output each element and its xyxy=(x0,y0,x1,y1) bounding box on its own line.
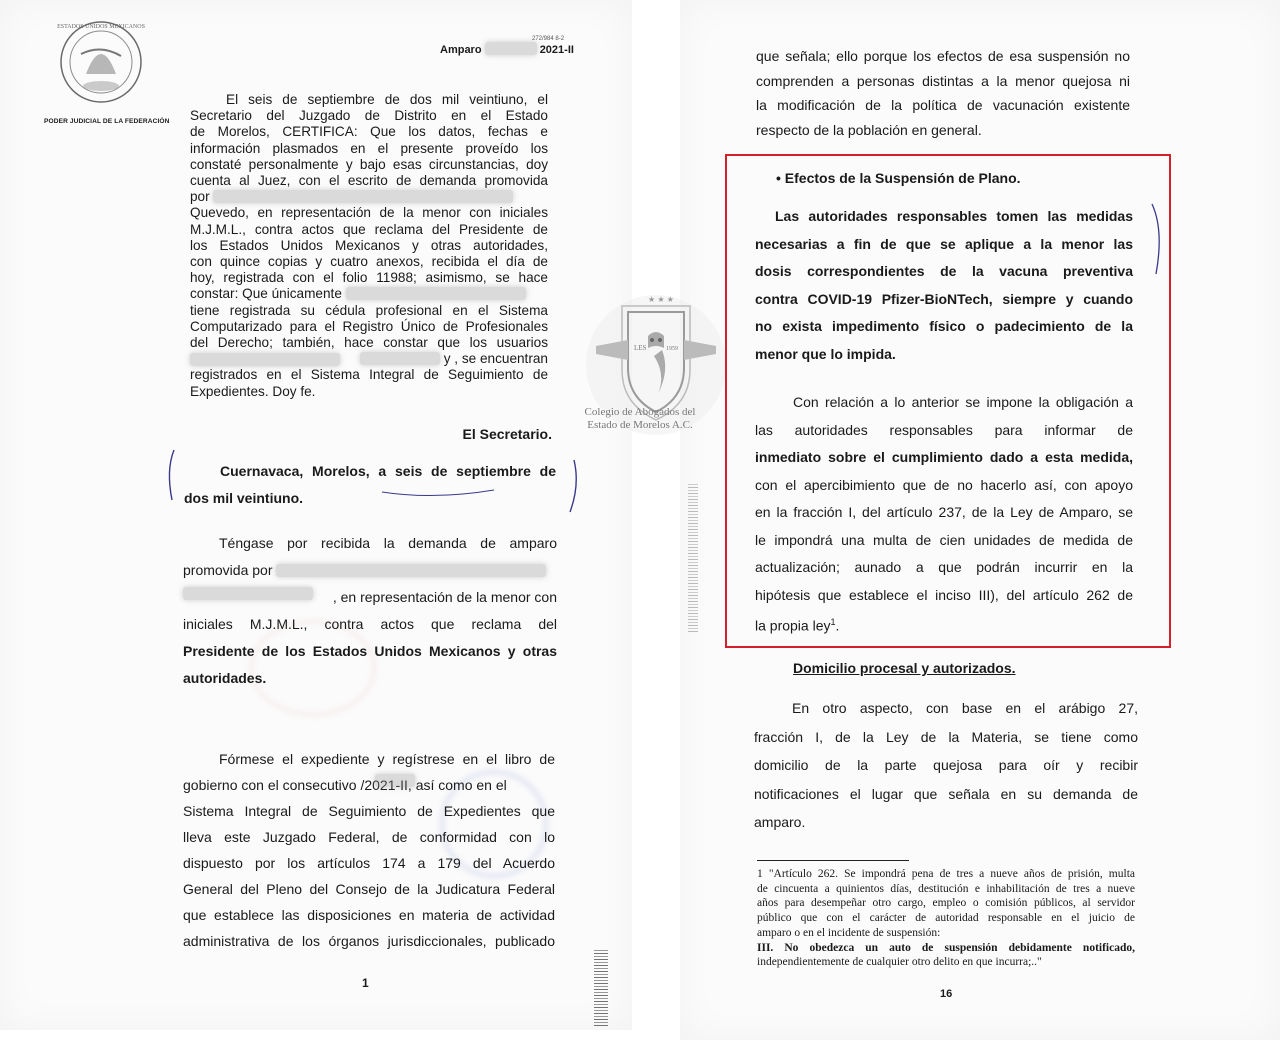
cert-line: Computarizado para el Registro Único de Profesionales xyxy=(190,318,548,334)
formese-line: General del Pleno del Consejo de la Judicatura Federal xyxy=(183,881,555,897)
cuernavaca-line: dos mil veintiuno. xyxy=(184,490,304,506)
cert-line: constaté personalmente y bajo esas circunstancias, doy xyxy=(190,156,548,172)
bar-association-name xyxy=(572,406,708,432)
cert-line: información plasmados en el presente proveído los xyxy=(190,140,548,156)
handwritten-mark xyxy=(1148,200,1168,280)
tengase-line: autoridades. xyxy=(183,670,267,686)
domicilio-paragraph xyxy=(754,694,1138,837)
relacion-line: la propia ley$^1$. xyxy=(755,617,840,634)
redacted-name xyxy=(213,190,513,203)
autoridades-line: necesarias a fin de que se aplique a la menor las xyxy=(755,235,1133,252)
cert-line: los Estados Unidos Mexicanos y otras autoridades, xyxy=(190,237,548,253)
intro-line: que señala; ello porque los efectos de esa suspensión no xyxy=(756,48,1130,64)
relacion-paragraph xyxy=(755,389,1133,640)
relacion-line: inmediato sobre el cumplimiento dado a esta medida, xyxy=(755,449,1133,465)
formese-line: Fórmese el expediente y regístrese en el libro de xyxy=(219,751,555,767)
cuernavaca-line: Cuernavaca, Morelos, a seis de septiembre de xyxy=(220,463,556,479)
tengase-line: Téngase por recibida la demanda de amparo xyxy=(219,535,557,551)
redacted-number xyxy=(375,774,415,787)
relacion-line: Con relación a lo anterior se impone la obligación a xyxy=(793,394,1133,410)
secretary-label: El Secretario. xyxy=(462,426,552,442)
domicilio-line: notificaciones el lugar que señala en su demanda de xyxy=(754,785,1138,802)
autoridades-line: contra COVID-19 Pfizer-BioNTech, siempre y cuando xyxy=(755,290,1133,307)
footnote-line: años para desempeñar otro cargo, empleo o comisión públicos, al servidor xyxy=(757,897,1135,910)
formese-paragraph xyxy=(183,746,555,954)
domicilio-line: amparo. xyxy=(754,814,806,830)
footnote-line: público que con el carácter de autoridad responsable en el juicio de xyxy=(757,912,1135,925)
autoridades-line: Las autoridades responsables tomen las medidas xyxy=(775,208,1133,224)
intro-line: respecto de la población en general. xyxy=(756,121,982,138)
cuernavaca-paragraph xyxy=(184,458,556,512)
footnote-line: 1 "Artículo 262. Se impondrá pena de tres a nueve años de prisión, multa xyxy=(757,868,1135,880)
relacion-line: en la fracción I, del artículo 237, de la Ley de Amparo, se xyxy=(755,504,1133,520)
bar-association-line: Estado de Morelos A.C. xyxy=(587,419,693,431)
redacted-case-number xyxy=(485,42,537,55)
cert-line: Secretario del Juzgado de Distrito en el Estado xyxy=(190,108,548,124)
tengase-line: Presidente de los Estados Unidos Mexicanos y otras xyxy=(183,643,557,659)
side-barcode xyxy=(688,482,698,632)
formese-line: que establece las disposiciones en materia de actividad xyxy=(183,907,555,923)
bar-association-line: Colegio de Abogados del xyxy=(584,406,696,418)
relacion-line: con el apercibimiento que de no hacerlo así, con apoyo xyxy=(755,476,1133,493)
relacion-line: actualización; aunado a que podrán incurrir en la xyxy=(755,559,1133,575)
cert-line: por xyxy=(190,189,548,205)
cert-line: tiene registrada su cédula profesional en el Sistema xyxy=(190,302,548,318)
side-barcode xyxy=(594,950,608,1026)
seal-icon xyxy=(56,14,146,114)
redacted-name xyxy=(276,564,546,577)
page-number: 16 xyxy=(940,988,953,1000)
redacted-name xyxy=(183,587,313,600)
footnote-line: amparo o en el incidente de suspensión: xyxy=(757,926,941,939)
institution-name: PODER JUDICIAL DE LA FEDERACIÓN xyxy=(44,118,170,125)
intro-line: comprenden a personas distintas a la menor quejosa ni xyxy=(756,72,1130,89)
efectos-heading-text: Efectos de la Suspensión de Plano. xyxy=(784,170,1021,186)
footnote-line: independientemente de cualquier otro delito en que incurra;.." xyxy=(757,956,1042,969)
case-number: Amparo 2021-II xyxy=(440,44,574,56)
redacted-username xyxy=(360,352,440,365)
cert-line: cuenta al Juez, con el escrito de demanda promovida xyxy=(190,173,548,189)
tengase-line: iniciales M.J.M.L., contra actos que reclama del xyxy=(183,616,557,632)
autoridades-line: no exista impedimento físico o padecimiento de la xyxy=(755,318,1133,334)
intro-line: la modificación de la política de vacunación existente xyxy=(756,97,1130,113)
tengase-line: promovida por xyxy=(183,557,557,584)
autoridades-line: menor que lo impida. xyxy=(755,345,896,362)
cert-line: del Derecho; también, hace constar que los usuarios xyxy=(190,335,548,351)
footnote-line: de cincuenta a quinientos días, destitución e inhabilitación de tres a nueve xyxy=(757,882,1135,895)
corner-code: 272/984 8-2 xyxy=(532,36,565,42)
page-number: 1 xyxy=(362,976,369,990)
relacion-line: las autoridades responsables para informar de xyxy=(755,421,1133,438)
cert-line: M.J.M.L., contra actos que reclama del Presidente de xyxy=(190,221,548,237)
autoridades-line: dosis correspondientes de la vacuna preventiva xyxy=(755,263,1133,279)
cert-line: Expedientes. Doy fe. xyxy=(190,383,316,399)
formese-line: Sistema Integral de Seguimiento de Expedientes que xyxy=(183,803,555,819)
cert-line: con quince copias y cuatro anexos, recibida el día de xyxy=(190,254,548,270)
domicilio-heading: Domicilio procesal y autorizados. xyxy=(793,660,1016,676)
footnote-ref: 1 xyxy=(830,617,836,627)
cert-line: constar: Que únicamente xyxy=(190,286,548,302)
formese-line: lleva este Juzgado Federal, de conformidad con lo xyxy=(183,829,555,845)
formese-line: gobierno con el consecutivo /2021-II, así como en el xyxy=(183,772,555,798)
certification-paragraph xyxy=(190,92,548,400)
footnote-line: III. No obedezca un auto de suspensión debidamente notificado, xyxy=(757,941,1135,954)
formese-line: administrativa de los órganos jurisdiccionales, publicado xyxy=(183,933,555,949)
relacion-line: hipótesis que establece el inciso III), del artículo 262 de xyxy=(755,586,1133,603)
tengase-paragraph xyxy=(183,530,557,692)
domicilio-line: En otro aspecto, con base en el arábigo 27, xyxy=(792,700,1138,716)
domicilio-line: fracción I, de la Ley de la Materia, se tiene como xyxy=(754,728,1138,745)
cert-line: registrados en el Sistema Integral de Seguimiento de xyxy=(190,367,548,383)
cert-line: hoy, registrada con el folio 11988; asimismo, se hace xyxy=(190,270,548,286)
svg-text:ESTADOS UNIDOS MEXICANOS: ESTADOS UNIDOS MEXICANOS xyxy=(57,24,145,30)
cert-line: El seis de septiembre de dos mil veintiuno, el xyxy=(226,92,548,107)
relacion-line: le impondrá una multa de cien unidades de medida de xyxy=(755,531,1133,548)
footnote xyxy=(757,867,1135,970)
redacted-name xyxy=(346,287,526,300)
cert-line: y , se encuentran xyxy=(190,351,548,367)
tengase-line: , en representación de la menor con xyxy=(183,584,557,611)
intro-paragraph xyxy=(756,44,1130,142)
autoridades-paragraph xyxy=(755,203,1133,368)
logo-year: 1959 xyxy=(666,346,678,352)
cert-line: de Morelos, CERTIFICA: Que los datos, fechas e xyxy=(190,124,548,140)
efectos-heading: • Efectos de la Suspensión de Plano. xyxy=(776,170,1021,186)
formese-line: dispuesto por los artículos 174 a 179 del Acuerdo xyxy=(183,855,555,871)
redacted-username xyxy=(190,353,340,366)
page-gap xyxy=(632,0,680,1056)
svg-text:★ ★ ★: ★ ★ ★ xyxy=(648,295,674,304)
cert-line: Quevedo, en representación de la menor con iniciales xyxy=(190,205,548,221)
domicilio-line: domicilio de la parte quejosa para oír y recibir xyxy=(754,757,1138,773)
logo-initials: LES xyxy=(634,344,647,352)
footnote-rule xyxy=(757,860,909,861)
